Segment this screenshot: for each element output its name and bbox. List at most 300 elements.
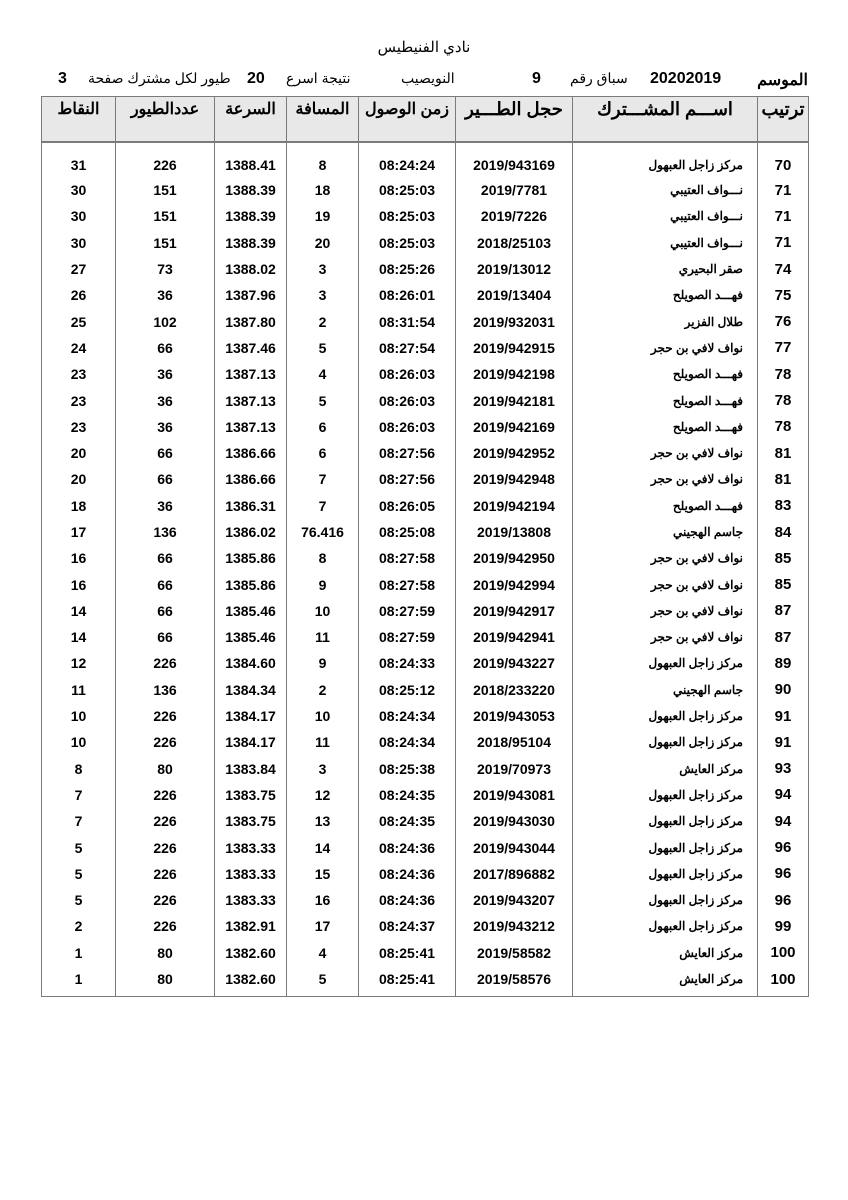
table-row [42, 729, 809, 755]
cell-distance: 5 [287, 966, 359, 997]
cell-arrival: 08:27:56 [359, 466, 456, 492]
cell-name: جاسم الهجيني [573, 677, 758, 703]
cell-birds: 226 [116, 861, 215, 887]
table-row [42, 361, 809, 387]
cell-ring: 2019/7226 [456, 203, 573, 229]
cell-rank: 71 [758, 203, 809, 229]
cell-rank: 100 [758, 940, 809, 966]
cell-distance: 13 [287, 808, 359, 834]
cell-ring: 2019/943044 [456, 834, 573, 860]
table-row [42, 834, 809, 860]
cell-speed: 1385.86 [215, 571, 287, 597]
cell-ring: 2019/943081 [456, 782, 573, 808]
cell-birds: 66 [116, 624, 215, 650]
cell-ring: 2019/58576 [456, 966, 573, 997]
table-row [42, 493, 809, 519]
cell-speed: 1387.13 [215, 361, 287, 387]
cell-birds: 36 [116, 493, 215, 519]
cell-name: فهـــد الصويلح [573, 493, 758, 519]
cell-birds: 80 [116, 966, 215, 997]
cell-arrival: 08:27:58 [359, 545, 456, 571]
cell-points: 25 [42, 308, 116, 334]
cell-birds: 151 [116, 177, 215, 203]
cell-birds: 151 [116, 230, 215, 256]
table-row [42, 203, 809, 229]
cell-arrival: 08:25:08 [359, 519, 456, 545]
cell-ring: 2017/896882 [456, 861, 573, 887]
cell-ring: 2019/58582 [456, 940, 573, 966]
cell-ring: 2019/70973 [456, 756, 573, 782]
cell-speed: 1385.86 [215, 545, 287, 571]
cell-speed: 1388.39 [215, 203, 287, 229]
cell-distance: 7 [287, 493, 359, 519]
col-ring: حجل الطـــير [456, 97, 573, 143]
cell-ring: 2019/942952 [456, 440, 573, 466]
cell-rank: 83 [758, 493, 809, 519]
table-row [42, 282, 809, 308]
race-number: 9 [532, 70, 541, 87]
header-row [42, 97, 809, 143]
table-row [42, 414, 809, 440]
cell-arrival: 08:25:03 [359, 230, 456, 256]
cell-name: مركز زاجل العبهول [573, 861, 758, 887]
cell-points: 23 [42, 387, 116, 413]
table-row [42, 256, 809, 282]
season-label: الموسم [757, 72, 808, 89]
cell-points: 18 [42, 493, 116, 519]
cell-points: 20 [42, 440, 116, 466]
col-speed: السرعة [215, 97, 287, 143]
cell-distance: 9 [287, 571, 359, 597]
table-row [42, 940, 809, 966]
cell-speed: 1386.66 [215, 466, 287, 492]
table-row [42, 387, 809, 413]
cell-speed: 1383.33 [215, 834, 287, 860]
cell-ring: 2019/13012 [456, 256, 573, 282]
cell-birds: 80 [116, 940, 215, 966]
cell-ring: 2018/233220 [456, 677, 573, 703]
cell-rank: 96 [758, 861, 809, 887]
table-row [42, 650, 809, 676]
cell-ring: 2019/942994 [456, 571, 573, 597]
cell-rank: 77 [758, 335, 809, 361]
table-row [42, 335, 809, 361]
table-row [42, 808, 809, 834]
table-row [42, 545, 809, 571]
table-row [42, 861, 809, 887]
cell-rank: 78 [758, 414, 809, 440]
cell-rank: 84 [758, 519, 809, 545]
cell-ring: 2018/25103 [456, 230, 573, 256]
cell-name: مركز زاجل العبهول [573, 650, 758, 676]
cell-name: نـــواف العتيبي [573, 203, 758, 229]
cell-rank: 91 [758, 703, 809, 729]
table-row [42, 966, 809, 997]
cell-name: فهـــد الصويلح [573, 282, 758, 308]
cell-points: 16 [42, 545, 116, 571]
cell-rank: 94 [758, 808, 809, 834]
cell-ring: 2019/943212 [456, 913, 573, 939]
cell-name: مركز العايش [573, 940, 758, 966]
cell-distance: 14 [287, 834, 359, 860]
club-title: نادي الفنيطيس [377, 39, 471, 56]
cell-distance: 76.416 [287, 519, 359, 545]
cell-speed: 1387.80 [215, 308, 287, 334]
cell-points: 20 [42, 466, 116, 492]
cell-ring: 2019/942941 [456, 624, 573, 650]
cell-arrival: 08:27:59 [359, 598, 456, 624]
cell-birds: 66 [116, 440, 215, 466]
table-row [42, 624, 809, 650]
cell-speed: 1384.17 [215, 729, 287, 755]
results-table [41, 96, 809, 997]
cell-arrival: 08:24:35 [359, 782, 456, 808]
cell-speed: 1387.96 [215, 282, 287, 308]
cell-ring: 2019/943169 [456, 142, 573, 177]
cell-rank: 81 [758, 466, 809, 492]
cell-speed: 1386.02 [215, 519, 287, 545]
cell-name: مركز زاجل العبهول [573, 782, 758, 808]
cell-ring: 2019/943207 [456, 887, 573, 913]
cell-rank: 87 [758, 598, 809, 624]
cell-distance: 3 [287, 256, 359, 282]
cell-speed: 1385.46 [215, 598, 287, 624]
cell-name: مركز العايش [573, 966, 758, 997]
cell-points: 30 [42, 203, 116, 229]
cell-arrival: 08:24:36 [359, 861, 456, 887]
cell-rank: 87 [758, 624, 809, 650]
cell-ring: 2019/943030 [456, 808, 573, 834]
cell-rank: 89 [758, 650, 809, 676]
cell-rank: 78 [758, 387, 809, 413]
table-row [42, 677, 809, 703]
table-row [42, 308, 809, 334]
cell-rank: 90 [758, 677, 809, 703]
cell-distance: 4 [287, 940, 359, 966]
cell-speed: 1388.39 [215, 177, 287, 203]
cell-points: 7 [42, 782, 116, 808]
cell-rank: 81 [758, 440, 809, 466]
table-row [42, 703, 809, 729]
cell-arrival: 08:25:26 [359, 256, 456, 282]
cell-ring: 2019/942915 [456, 335, 573, 361]
cell-arrival: 08:26:05 [359, 493, 456, 519]
cell-points: 30 [42, 230, 116, 256]
cell-points: 27 [42, 256, 116, 282]
cell-speed: 1382.60 [215, 966, 287, 997]
cell-distance: 9 [287, 650, 359, 676]
cell-arrival: 08:25:03 [359, 177, 456, 203]
cell-distance: 3 [287, 756, 359, 782]
cell-birds: 136 [116, 677, 215, 703]
cell-arrival: 08:24:36 [359, 834, 456, 860]
cell-speed: 1386.31 [215, 493, 287, 519]
cell-points: 10 [42, 729, 116, 755]
race-label: سباق رقم [570, 70, 628, 86]
cell-rank: 85 [758, 545, 809, 571]
cell-ring: 2019/943053 [456, 703, 573, 729]
cell-name: نواف لافي بن حجر [573, 440, 758, 466]
table-row [42, 142, 809, 177]
cell-arrival: 08:24:36 [359, 887, 456, 913]
cell-speed: 1383.84 [215, 756, 287, 782]
cell-distance: 10 [287, 703, 359, 729]
cell-birds: 136 [116, 519, 215, 545]
cell-birds: 66 [116, 466, 215, 492]
cell-birds: 102 [116, 308, 215, 334]
cell-name: مركز زاجل العبهول [573, 808, 758, 834]
cell-arrival: 08:26:03 [359, 387, 456, 413]
cell-name: فهـــد الصويلح [573, 387, 758, 413]
table-row [42, 782, 809, 808]
cell-name: مركز زاجل العبهول [573, 142, 758, 177]
location: النويصيب [401, 70, 455, 86]
cell-speed: 1388.41 [215, 142, 287, 177]
cell-birds: 151 [116, 203, 215, 229]
cell-name: فهـــد الصويلح [573, 361, 758, 387]
cell-birds: 66 [116, 571, 215, 597]
cell-name: مركز العايش [573, 756, 758, 782]
cell-birds: 226 [116, 782, 215, 808]
cell-rank: 91 [758, 729, 809, 755]
cell-points: 31 [42, 142, 116, 177]
cell-ring: 2019/942950 [456, 545, 573, 571]
cell-name: فهـــد الصويلح [573, 414, 758, 440]
cell-distance: 3 [287, 282, 359, 308]
cell-arrival: 08:24:33 [359, 650, 456, 676]
cell-birds: 66 [116, 598, 215, 624]
cell-rank: 99 [758, 913, 809, 939]
page-number: 3 [58, 70, 67, 87]
cell-distance: 8 [287, 545, 359, 571]
col-rank: ترتيب [758, 97, 809, 143]
cell-points: 23 [42, 361, 116, 387]
table-row [42, 440, 809, 466]
table-row [42, 571, 809, 597]
cell-ring: 2019/942198 [456, 361, 573, 387]
cell-speed: 1387.13 [215, 387, 287, 413]
cell-name: نـــواف العتيبي [573, 230, 758, 256]
cell-speed: 1383.75 [215, 808, 287, 834]
cell-arrival: 08:24:35 [359, 808, 456, 834]
cell-points: 1 [42, 940, 116, 966]
cell-birds: 226 [116, 729, 215, 755]
cell-arrival: 08:24:24 [359, 142, 456, 177]
table-row [42, 466, 809, 492]
cell-ring: 2019/932031 [456, 308, 573, 334]
cell-ring: 2019/943227 [456, 650, 573, 676]
cell-ring: 2019/13404 [456, 282, 573, 308]
table-row [42, 519, 809, 545]
cell-distance: 16 [287, 887, 359, 913]
cell-birds: 226 [116, 703, 215, 729]
cell-birds: 36 [116, 361, 215, 387]
cell-arrival: 08:26:03 [359, 414, 456, 440]
cell-rank: 70 [758, 142, 809, 177]
cell-speed: 1384.60 [215, 650, 287, 676]
cell-speed: 1388.02 [215, 256, 287, 282]
cell-points: 7 [42, 808, 116, 834]
cell-name: طلال الفزير [573, 308, 758, 334]
result-count: 20 [247, 70, 265, 87]
cell-arrival: 08:27:56 [359, 440, 456, 466]
cell-distance: 7 [287, 466, 359, 492]
cell-arrival: 08:26:03 [359, 361, 456, 387]
cell-birds: 66 [116, 545, 215, 571]
cell-speed: 1387.13 [215, 414, 287, 440]
col-name: اســـم المشـــترك [573, 97, 758, 143]
cell-speed: 1385.46 [215, 624, 287, 650]
table-row [42, 913, 809, 939]
cell-speed: 1383.75 [215, 782, 287, 808]
cell-distance: 5 [287, 335, 359, 361]
cell-speed: 1383.33 [215, 861, 287, 887]
cell-points: 10 [42, 703, 116, 729]
cell-points: 1 [42, 966, 116, 997]
cell-points: 26 [42, 282, 116, 308]
cell-name: نـــواف العتيبي [573, 177, 758, 203]
cell-birds: 226 [116, 808, 215, 834]
cell-points: 24 [42, 335, 116, 361]
cell-rank: 94 [758, 782, 809, 808]
cell-name: مركز زاجل العبهول [573, 703, 758, 729]
cell-name: نواف لافي بن حجر [573, 545, 758, 571]
cell-birds: 226 [116, 913, 215, 939]
cell-arrival: 08:26:01 [359, 282, 456, 308]
cell-arrival: 08:25:38 [359, 756, 456, 782]
cell-birds: 226 [116, 887, 215, 913]
cell-points: 14 [42, 598, 116, 624]
cell-points: 23 [42, 414, 116, 440]
cell-rank: 100 [758, 966, 809, 997]
cell-distance: 2 [287, 308, 359, 334]
cell-points: 14 [42, 624, 116, 650]
cell-rank: 85 [758, 571, 809, 597]
cell-speed: 1387.46 [215, 335, 287, 361]
cell-distance: 12 [287, 782, 359, 808]
col-points: النقاط [42, 97, 116, 143]
cell-rank: 74 [758, 256, 809, 282]
cell-speed: 1382.60 [215, 940, 287, 966]
cell-ring: 2019/942181 [456, 387, 573, 413]
cell-birds: 80 [116, 756, 215, 782]
season-value: 20202019 [650, 70, 722, 87]
cell-birds: 226 [116, 650, 215, 676]
cell-arrival: 08:25:41 [359, 966, 456, 997]
cell-name: نواف لافي بن حجر [573, 466, 758, 492]
cell-distance: 6 [287, 414, 359, 440]
cell-distance: 15 [287, 861, 359, 887]
cell-distance: 6 [287, 440, 359, 466]
cell-name: مركز زاجل العبهول [573, 834, 758, 860]
cell-points: 16 [42, 571, 116, 597]
cell-name: نواف لافي بن حجر [573, 335, 758, 361]
cell-arrival: 08:27:58 [359, 571, 456, 597]
cell-points: 11 [42, 677, 116, 703]
cell-points: 17 [42, 519, 116, 545]
cell-points: 30 [42, 177, 116, 203]
cell-speed: 1382.91 [215, 913, 287, 939]
cell-points: 5 [42, 887, 116, 913]
cell-birds: 226 [116, 142, 215, 177]
cell-rank: 71 [758, 230, 809, 256]
cell-birds: 73 [116, 256, 215, 282]
cell-birds: 226 [116, 834, 215, 860]
cell-distance: 8 [287, 142, 359, 177]
cell-distance: 20 [287, 230, 359, 256]
cell-rank: 76 [758, 308, 809, 334]
cell-distance: 18 [287, 177, 359, 203]
cell-name: جاسم الهجيني [573, 519, 758, 545]
cell-points: 8 [42, 756, 116, 782]
cell-name: مركز زاجل العبهول [573, 913, 758, 939]
cell-birds: 36 [116, 414, 215, 440]
cell-ring: 2019/13808 [456, 519, 573, 545]
cell-birds: 36 [116, 282, 215, 308]
cell-rank: 78 [758, 361, 809, 387]
table-row [42, 230, 809, 256]
cell-name: مركز زاجل العبهول [573, 729, 758, 755]
cell-distance: 2 [287, 677, 359, 703]
cell-name: مركز زاجل العبهول [573, 887, 758, 913]
cell-points: 5 [42, 834, 116, 860]
cell-distance: 19 [287, 203, 359, 229]
cell-ring: 2019/942194 [456, 493, 573, 519]
cell-distance: 4 [287, 361, 359, 387]
cell-birds: 66 [116, 335, 215, 361]
cell-speed: 1383.33 [215, 887, 287, 913]
cell-arrival: 08:24:37 [359, 913, 456, 939]
cell-rank: 71 [758, 177, 809, 203]
cell-name: نواف لافي بن حجر [573, 624, 758, 650]
col-birds: عددالطيور [116, 97, 215, 143]
cell-rank: 93 [758, 756, 809, 782]
table-row [42, 177, 809, 203]
cell-points: 2 [42, 913, 116, 939]
cell-ring: 2019/7781 [456, 177, 573, 203]
cell-speed: 1384.34 [215, 677, 287, 703]
cell-ring: 2019/942917 [456, 598, 573, 624]
cell-rank: 96 [758, 887, 809, 913]
cell-arrival: 08:24:34 [359, 703, 456, 729]
cell-name: نواف لافي بن حجر [573, 571, 758, 597]
cell-points: 5 [42, 861, 116, 887]
cell-ring: 2018/95104 [456, 729, 573, 755]
cell-birds: 36 [116, 387, 215, 413]
cell-arrival: 08:27:54 [359, 335, 456, 361]
col-distance: المسافة [287, 97, 359, 143]
table-row [42, 887, 809, 913]
cell-speed: 1386.66 [215, 440, 287, 466]
cell-distance: 5 [287, 387, 359, 413]
cell-arrival: 08:25:12 [359, 677, 456, 703]
cell-ring: 2019/942169 [456, 414, 573, 440]
cell-arrival: 08:25:41 [359, 940, 456, 966]
cell-points: 12 [42, 650, 116, 676]
cell-distance: 11 [287, 729, 359, 755]
result-label: نتيجة اسرع [286, 70, 351, 86]
cell-arrival: 08:24:34 [359, 729, 456, 755]
per-participant-label: طيور لكل مشترك صفحة [88, 70, 231, 86]
cell-name: نواف لافي بن حجر [573, 598, 758, 624]
cell-rank: 96 [758, 834, 809, 860]
cell-speed: 1384.17 [215, 703, 287, 729]
cell-distance: 10 [287, 598, 359, 624]
cell-rank: 75 [758, 282, 809, 308]
cell-arrival: 08:31:54 [359, 308, 456, 334]
cell-ring: 2019/942948 [456, 466, 573, 492]
cell-distance: 11 [287, 624, 359, 650]
